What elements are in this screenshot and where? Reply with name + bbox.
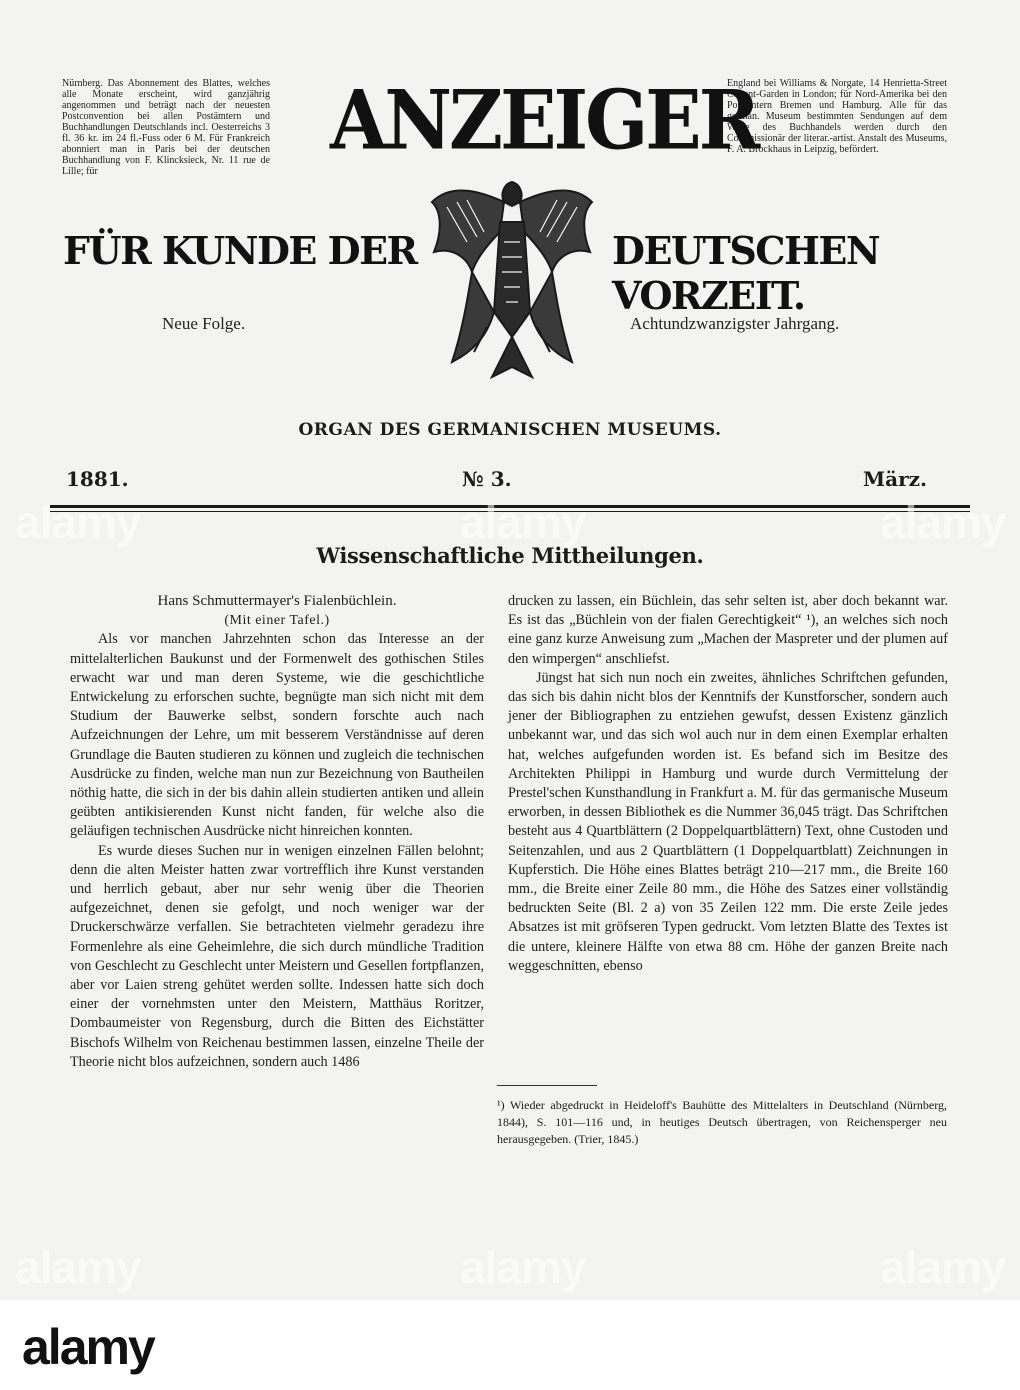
watermark: alamy (460, 496, 586, 548)
issue-year: 1881. (66, 467, 129, 491)
watermark: alamy (15, 496, 141, 548)
watermark: alamy (15, 1241, 141, 1293)
watermark: alamy (880, 496, 1006, 548)
footnote-divider (497, 1085, 597, 1086)
article-paragraph: Es wurde dieses Suchen nur in wenigen einzelnen Fällen belohnt; denn die alten Meister hatten zwar vortrefflich ihre Kunst verstanden und herrlich gebaut, aber nur sehr wenig über die Theorien aufgezeichnet, denen sie gefolgt, und noch weniger war der Druckerschwärze verfallen. Sie betrachteten vielmehr geradezu ihre Formenlehre als eine Geheimlehre, die sich durch mündliche Tradition von Geschlecht zu Geschlecht unter Meistern und Gesellen fortpflanzen, aber vor Laien streng gehütet werden sollte. Indessen hatte sich doch einer der vornehmsten unter den Meistern, Matthäus Roritzer, Dombaumeister von Regensburg, durch die Bitten des Eichstätter Bischofs Wilhelm von Reichenau bestimmen lassen, einzelne Theile der Theorie nicht blos aufzeichnen, sondern auch 1486 (70, 842, 484, 1070)
issue-month: März. (863, 467, 927, 491)
watermark: alamy (880, 1241, 1006, 1293)
article-paragraph: Jüngst hat sich nun noch ein zweites, ähnliches Schriftchen gefunden, das sich bis dahin nicht blos der Kenntnifs der Kunstforscher, sondern auch jener der Bibliographen zu entziehen gewufst, dessen Existenz gänzlich unbekannt war, und das sich wol auch nur in dem einen Exemplar erhalten hat, welches aufgefunden worden ist. Es befand sich im Besitze des Architekten Philippi in Hamburg und wurde durch Vermittelung der Prestel'schen Kunsthandlung in Frankfurt a. M. für das germanische Museum erworben, in dessen Bibliothek es die Nummer 36,045 trägt. Das Schriftchen besteht aus 4 Quartblättern (2 Doppelquartblättern) Text, ohne Custoden und Seitenzahlen, und aus 2 Quartblättern (1 Doppelquartblatt) Zeichnungen in Kupferstich. Die Höhe eines Blattes beträgt 210—217 mm., die Breite 160 mm., die Breite einer Zeile 80 mm., die Höhe des Satzes einer vollständig bedruckten Seite (Bl. 2 a) von 35 Zeilen 122 mm. Die erste Zeile jedes Absatzes ist mit gröfseren Typen gedruckt. Vom letzten Blatte des Textes ist die untere, kleinere Hälfte von etwa 88 cm. Höhe der ganzen Breite nach weggeschnitten, ebenso (508, 669, 948, 974)
article-paragraph: drucken zu lassen, ein Büchlein, das sehr selten ist, aber doch bekannt war. Es ist das „Büchlein von der fialen Gerechtigkeit“ ¹), an welches sich noch eine ganz kurze Anweisung zum „Machen der Maspreter und der plumen auf den wimpergen“ anschliefst. (508, 593, 948, 667)
volume-label: Achtundzwanzigster Jahrgang. (630, 314, 840, 333)
article-paragraph: Als vor manchen Jahrzehnten schon das Interesse an der mittelalterlichen Baukunst und der Formenwelt des gothischen Stiles erwacht war und man deren Systeme, wie die geschichtliche Entwickelung zu erforschen suchte, begnügte man sich nicht mit dem Studium der Bauwerke selbst, sondern forschte auch nach Aufzeichnungen der Lehre, um mit besserem Verständnisse auf deren Grundlage die Bauten studieren zu können und zugleich die technischen Ausdrücke zu finden, welche man nun zur Bezeichnung von Bautheilen nöthig hatte, die sich in der bis dahin allein studierten antiken und allein geübten antikisierenden Kunst nicht fanden, für welche also die geläufigen technischen Ausdrücke nicht hinreichen konnten. (70, 631, 484, 840)
stock-logo: alamy (22, 1319, 154, 1375)
watermark: alamy (460, 1241, 586, 1293)
organ-line: ORGAN DES GERMANISCHEN MUSEUMS. (298, 420, 722, 440)
masthead-title: ANZEIGER (330, 73, 758, 169)
article-title: Hans Schmuttermayer's Fialenbüchlein. (157, 593, 397, 609)
subscription-note-left: Nürnberg. Das Abonnement des Blattes, welches alle Monate erscheint, wird ganzjährig angenommen und beträgt nach der neuesten Postconvention bei allen Postämtern und Buchhandlungen Deutschlands incl. Oesterreichs 3 fl. 36 kr. im 24 fl.-Fuss oder 6 M. Für Frankreich abonniert man in Paris bei der deutschen Buchhandlung von F. Klincksieck, Nr. 11 rue de Lille; für (62, 78, 270, 177)
series-label: Neue Folge. (162, 314, 246, 333)
masthead-line-right: DEUTSCHEN VORZEIT. (612, 228, 880, 318)
article-column-right (508, 592, 948, 976)
section-title: Wissenschaftliche Mittheilungen. (316, 543, 704, 568)
article-subtitle: (Mit einer Tafel.) (224, 613, 330, 629)
article-column-left (70, 592, 484, 1072)
footnote: ¹) Wieder abgedruckt in Heideloff's Bauhütte des Mittelalters in Deutschland (Nürnberg, 1844), S. 101—116 und, in heutiges Deutsch übertragen, von Reichensperger neu herausgegeben. (Trier, 1845.) (497, 1098, 947, 1146)
masthead-line-left: FÜR KUNDE DER (63, 228, 417, 273)
issue-number: № 3. (462, 467, 512, 491)
eagle-emblem-icon (412, 162, 612, 402)
subscription-note-right: England bei Williams & Norgate, 14 Henrietta-Street Covent-Garden in London; für Nord-Amerika bei den Postämtern Bremen und Hamburg. Alle für das german. Museum bestimmten Sendungen auf dem Wege des Buchhandels werden durch den Commissionär der literar.-artist. Anstalt des Museums, F. A. Brockhaus in Leipzig, befördert. (727, 78, 947, 155)
